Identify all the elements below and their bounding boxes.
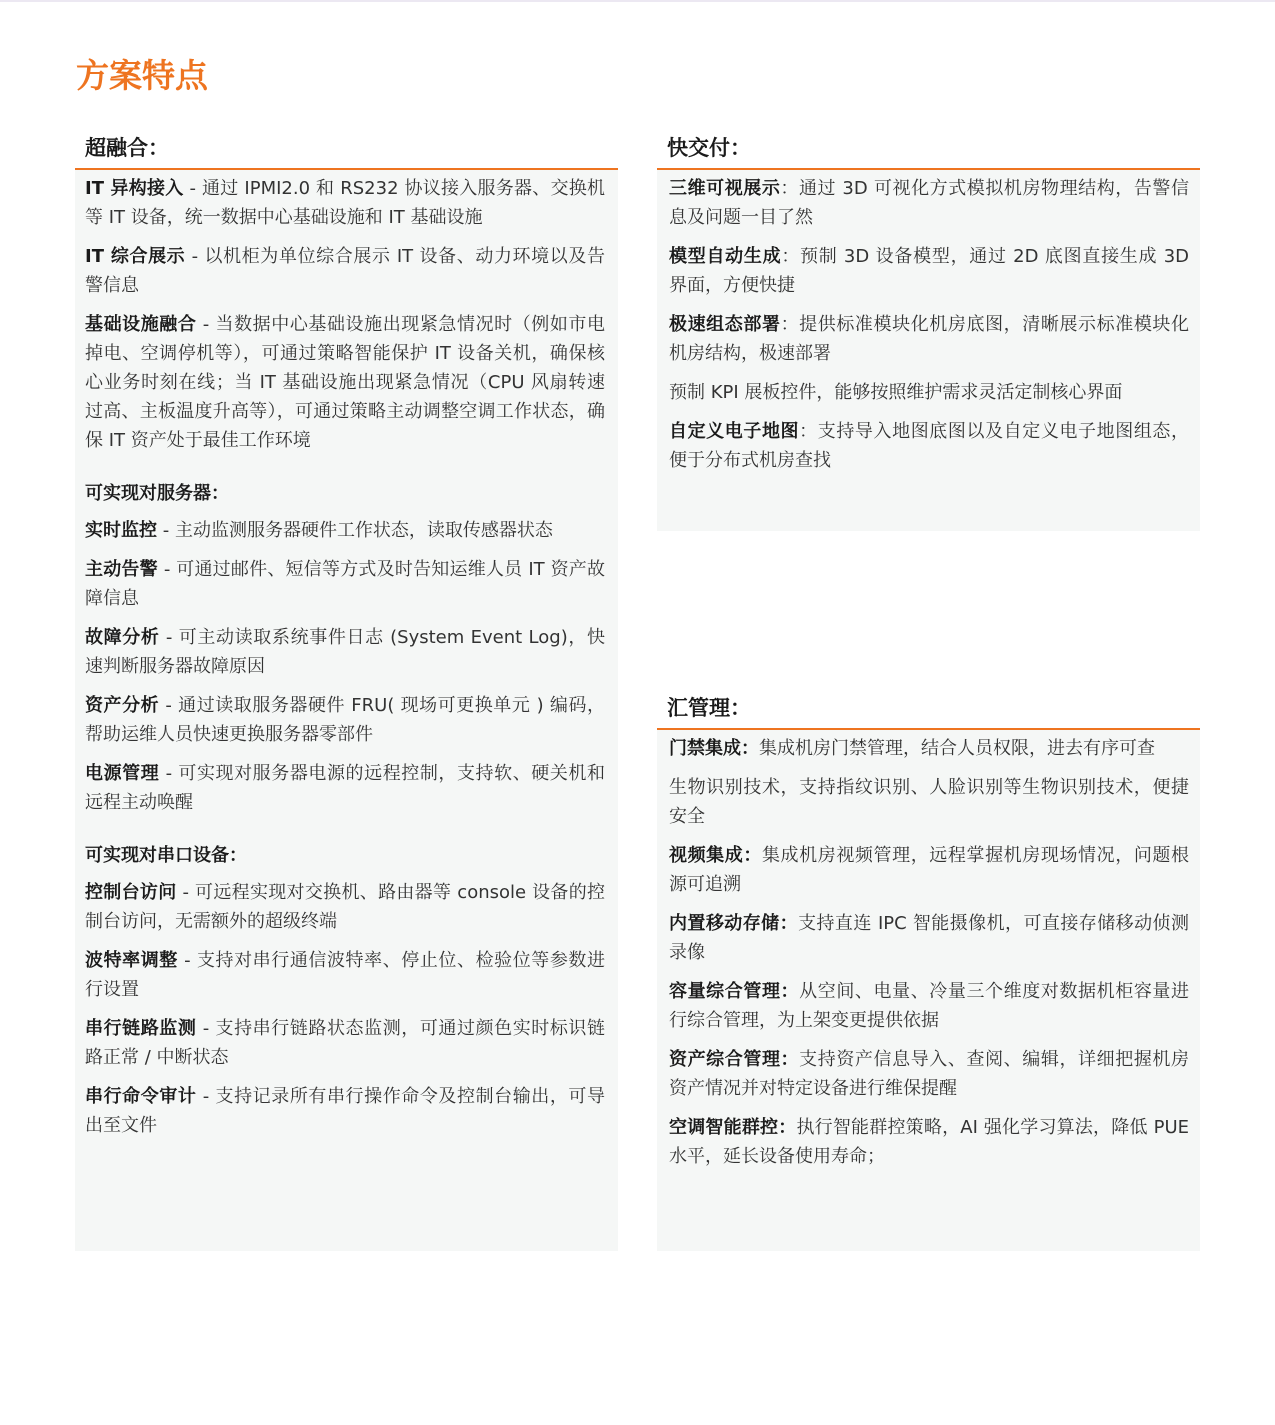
top-divider-line bbox=[0, 0, 1275, 2]
feature-item bbox=[85, 174, 605, 232]
feature-text: - 可实现对服务器电源的远程控制，支持软、硬关机和远程主动唤醒 bbox=[85, 763, 606, 813]
feature-item bbox=[669, 1113, 1189, 1171]
feature-key: 极速组态部署 bbox=[669, 314, 781, 335]
feature-key: 串行链路监测 bbox=[85, 1018, 197, 1039]
feature-item bbox=[669, 773, 1189, 831]
feature-key: 门禁集成： bbox=[669, 738, 759, 759]
feature-item bbox=[669, 174, 1189, 232]
feature-item bbox=[669, 909, 1189, 967]
feature-text: - 支持对串行通信波特率、停止位、检验位等参数进行设置 bbox=[85, 950, 606, 1000]
feature-text: 执行智能群控策略，AI 强化学习算法，降低 PUE 水平，延长设备使用寿命； bbox=[669, 1117, 1190, 1167]
feature-key: 视频集成： bbox=[669, 845, 762, 866]
feature-text: - 可远程实现对交换机、路由器等 console 设备的控制台访问，无需额外的超级终端 bbox=[85, 882, 606, 932]
feature-item bbox=[669, 242, 1189, 300]
feature-key: 模型自动生成 bbox=[669, 246, 782, 267]
feature-text: - 可通过邮件、短信等方式及时告知运维人员 IT 资产故障信息 bbox=[85, 559, 605, 609]
feature-key: 串行命令审计 bbox=[85, 1086, 197, 1107]
server-subheading: 可实现对服务器： bbox=[85, 483, 229, 504]
feature-item bbox=[85, 1082, 605, 1140]
feature-key: 基础设施融合 bbox=[85, 314, 197, 335]
feature-item bbox=[85, 623, 605, 681]
feature-text: - 主动监测服务器硬件工作状态，读取传感器状态 bbox=[157, 520, 553, 541]
page-title: 方案特点 bbox=[76, 56, 208, 95]
feature-key: IT 异构接入 bbox=[85, 178, 184, 199]
feature-key: 三维可视展示 bbox=[669, 178, 781, 199]
feature-text: ：预制 3D 设备模型，通过 2D 底图直接生成 3D 界面，方便快捷 bbox=[669, 246, 1190, 296]
feature-text: ：通过 3D 可视化方式模拟机房物理结构，告警信息及问题一目了然 bbox=[669, 178, 1189, 228]
feature-item bbox=[669, 734, 1189, 763]
feature-text: 生物识别技术，支持指纹识别、人脸识别等生物识别技术，便捷安全 bbox=[669, 777, 1189, 827]
feature-item bbox=[85, 946, 605, 1004]
feature-key: 内置移动存储： bbox=[669, 913, 799, 934]
hyper-converged-heading: 超融合： bbox=[75, 128, 618, 170]
feature-item bbox=[669, 310, 1189, 368]
feature-text: ：提供标准模块化机房底图，清晰展示标准模块化机房结构，极速部署 bbox=[669, 314, 1190, 364]
feature-item bbox=[669, 977, 1189, 1035]
feature-key: 主动告警 bbox=[85, 559, 158, 580]
hyper-converged-content bbox=[85, 174, 605, 1150]
serial-subheading: 可实现对串口设备： bbox=[85, 845, 247, 866]
feature-item bbox=[669, 417, 1189, 475]
feature-text: 预制 KPI 展板控件，能够按照维护需求灵活定制核心界面 bbox=[669, 382, 1123, 403]
feature-text: 集成机房门禁管理，结合人员权限，进去有序可查 bbox=[759, 738, 1155, 759]
feature-key: 实时监控 bbox=[85, 520, 157, 541]
management-content bbox=[669, 734, 1189, 1181]
feature-text: 支持资产信息导入、查阅、编辑，详细把握机房资产情况并对特定设备进行维保提醒 bbox=[669, 1049, 1190, 1099]
feature-item bbox=[85, 242, 605, 300]
feature-key: 资产分析 bbox=[85, 695, 160, 716]
feature-text: 支持直连 IPC 智能摄像机，可直接存储移动侦测录像 bbox=[669, 913, 1189, 963]
feature-item bbox=[85, 555, 605, 613]
feature-item bbox=[669, 1045, 1189, 1103]
feature-text: - 通过读取服务器硬件 FRU( 现场可更换单元 ) 编码，帮助运维人员快速更换服务器零部件 bbox=[85, 695, 605, 745]
feature-item bbox=[85, 310, 605, 455]
feature-item bbox=[669, 378, 1189, 407]
feature-text: - 以机柜为单位综合展示 IT 设备、动力环境以及告警信息 bbox=[85, 246, 605, 296]
fast-delivery-heading: 快交付： bbox=[657, 128, 1200, 170]
feature-key: 波特率调整 bbox=[85, 950, 178, 971]
feature-key: IT 综合展示 bbox=[85, 246, 186, 267]
feature-item bbox=[85, 516, 605, 545]
fast-delivery-list bbox=[669, 174, 1189, 475]
management-heading: 汇管理： bbox=[657, 688, 1200, 730]
feature-text: - 当数据中心基础设施出现紧急情况时（例如市电掉电、空调停机等），可通过策略智能保护 IT 设备关机，确保核心业务时刻在线；当 IT 基础设施出现紧急情况（CPU 风扇转速过高、主板温度升高等），可通过策略主动调整空调工作状态，确保 IT 资产处于最佳工作环境 bbox=[85, 314, 606, 451]
feature-text: 集成机房视频管理，远程掌握机房现场情况，问题根源可追溯 bbox=[669, 845, 1190, 895]
feature-text: - 支持记录所有串行操作命令及控制台输出，可导出至文件 bbox=[85, 1086, 606, 1136]
feature-item bbox=[85, 759, 605, 817]
management-list bbox=[669, 734, 1189, 1171]
feature-item bbox=[85, 691, 605, 749]
feature-key: 自定义电子地图 bbox=[669, 421, 800, 442]
feature-text: 从空间、电量、冷量三个维度对数据机柜容量进行综合管理，为上架变更提供依据 bbox=[669, 981, 1190, 1031]
feature-key: 资产综合管理： bbox=[669, 1049, 800, 1070]
fast-delivery-content bbox=[669, 174, 1189, 485]
feature-key: 电源管理 bbox=[85, 763, 160, 784]
feature-key: 控制台访问 bbox=[85, 882, 177, 903]
feature-text: - 支持串行链路状态监测，可通过颜色实时标识链路正常 / 中断状态 bbox=[85, 1018, 606, 1068]
serial-feature-list bbox=[85, 878, 605, 1140]
feature-text: ：支持导入地图底图以及自定义电子地图组态，便于分布式机房查找 bbox=[669, 421, 1190, 471]
feature-item bbox=[85, 878, 605, 936]
feature-item bbox=[669, 841, 1189, 899]
feature-key: 故障分析 bbox=[85, 627, 160, 648]
feature-item bbox=[85, 1014, 605, 1072]
feature-key: 容量综合管理： bbox=[669, 981, 800, 1002]
server-feature-list bbox=[85, 516, 605, 817]
feature-text: - 通过 IPMI2.0 和 RS232 协议接入服务器、交换机等 IT 设备，统一数据中心基础设施和 IT 基础设施 bbox=[85, 178, 605, 228]
hyper-converged-list bbox=[85, 174, 605, 455]
feature-text: - 可主动读取系统事件日志 (System Event Log)，快速判断服务器故障原因 bbox=[85, 627, 605, 677]
feature-key: 空调智能群控： bbox=[669, 1117, 797, 1138]
